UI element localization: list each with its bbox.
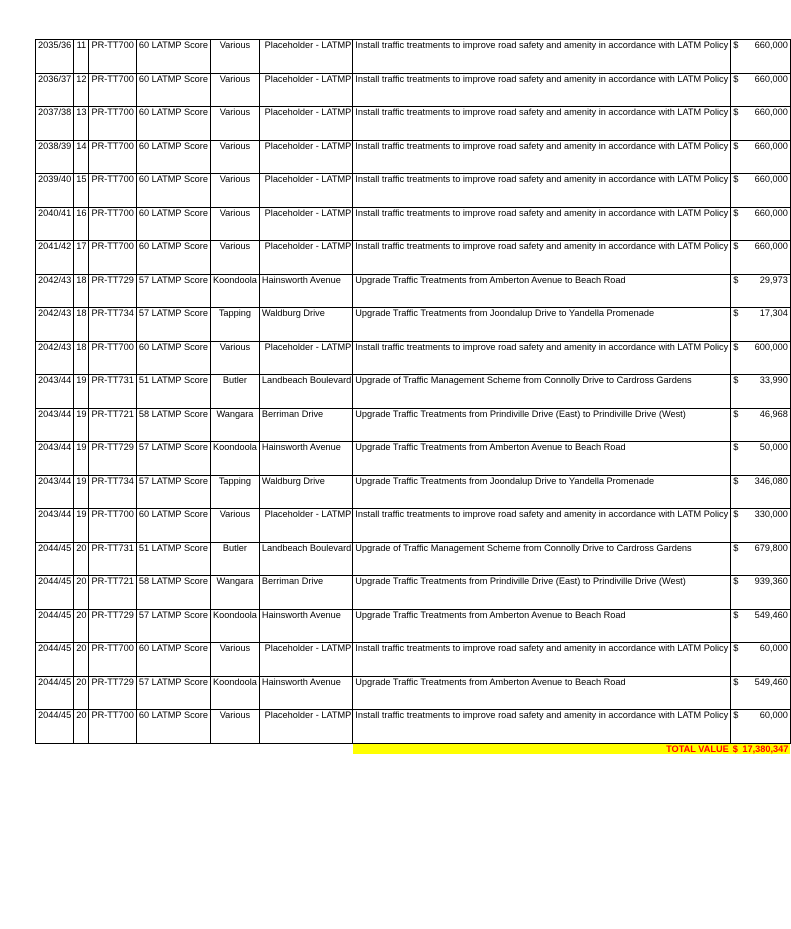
project-code-cell: PR-TT721 <box>89 408 136 442</box>
amount-cell: 939,360 <box>740 576 790 610</box>
street-cell: Hainsworth Avenue <box>259 676 352 710</box>
table-row <box>36 40 791 74</box>
project-code-cell: PR-TT731 <box>89 542 136 576</box>
description-cell: Install traffic treatments to improve road safety and amenity in accordance with LATM Policy <box>353 241 731 275</box>
number-cell: 11 <box>74 40 89 74</box>
street-cell: Waldburg Drive <box>259 308 352 342</box>
project-code-cell: PR-TT721 <box>89 576 136 610</box>
year-cell: 2044/45 <box>36 643 74 677</box>
street-cell: Hainsworth Avenue <box>259 442 352 476</box>
suburb-cell: Tapping <box>210 475 259 509</box>
table-row <box>36 174 791 208</box>
amount-cell: 660,000 <box>740 73 790 107</box>
suburb-cell: Various <box>210 174 259 208</box>
street-cell: Placeholder - LATMP <box>259 341 352 375</box>
project-code-cell: PR-TT734 <box>89 475 136 509</box>
project-table <box>35 39 791 754</box>
suburb-cell: Wangara <box>210 576 259 610</box>
street-cell: Hainsworth Avenue <box>259 274 352 308</box>
number-cell: 20 <box>74 542 89 576</box>
description-cell: Upgrade Traffic Treatments from Prindiville Drive (East) to Prindiville Drive (West) <box>353 408 731 442</box>
description-cell: Upgrade of Traffic Management Scheme from Connolly Drive to Cardross Gardens <box>353 375 731 409</box>
description-cell: Upgrade Traffic Treatments from Joondalup Drive to Yandella Promenade <box>353 308 731 342</box>
table-row <box>36 308 791 342</box>
project-code-cell: PR-TT700 <box>89 241 136 275</box>
street-cell: Placeholder - LATMP <box>259 643 352 677</box>
suburb-cell: Various <box>210 710 259 744</box>
currency-cell: $ <box>731 576 741 610</box>
table-row <box>36 375 791 409</box>
suburb-cell: Various <box>210 207 259 241</box>
currency-cell: $ <box>731 676 741 710</box>
year-cell: 2040/41 <box>36 207 74 241</box>
score-cell: 57 LATMP Score <box>136 308 210 342</box>
year-cell: 2035/36 <box>36 40 74 74</box>
number-cell: 19 <box>74 375 89 409</box>
project-code-cell: PR-TT700 <box>89 140 136 174</box>
street-cell: Hainsworth Avenue <box>259 609 352 643</box>
number-cell: 20 <box>74 710 89 744</box>
amount-cell: 679,800 <box>740 542 790 576</box>
amount-cell: 660,000 <box>740 107 790 141</box>
amount-cell: 600,000 <box>740 341 790 375</box>
street-cell: Waldburg Drive <box>259 475 352 509</box>
suburb-cell: Tapping <box>210 308 259 342</box>
description-cell: Install traffic treatments to improve road safety and amenity in accordance with LATM Policy <box>353 643 731 677</box>
project-code-cell: PR-TT700 <box>89 73 136 107</box>
number-cell: 19 <box>74 509 89 543</box>
total-amount: 17,380,347 <box>742 743 789 754</box>
currency-cell: $ <box>731 140 741 174</box>
amount-cell: 660,000 <box>740 140 790 174</box>
currency-cell: $ <box>731 241 741 275</box>
number-cell: 18 <box>74 274 89 308</box>
description-cell: Install traffic treatments to improve road safety and amenity in accordance with LATM Policy <box>353 207 731 241</box>
currency-cell: $ <box>731 609 741 643</box>
year-cell: 2044/45 <box>36 609 74 643</box>
currency-cell: $ <box>731 174 741 208</box>
description-cell: Install traffic treatments to improve road safety and amenity in accordance with LATM Policy <box>353 509 731 543</box>
score-cell: 60 LATMP Score <box>136 341 210 375</box>
currency-cell: $ <box>731 207 741 241</box>
year-cell: 2043/44 <box>36 375 74 409</box>
score-cell: 58 LATMP Score <box>136 408 210 442</box>
score-cell: 51 LATMP Score <box>136 542 210 576</box>
street-cell: Placeholder - LATMP <box>259 40 352 74</box>
currency-cell: $ <box>731 308 741 342</box>
project-code-cell: PR-TT729 <box>89 274 136 308</box>
table-row <box>36 643 791 677</box>
project-code-cell: PR-TT734 <box>89 308 136 342</box>
year-cell: 2042/43 <box>36 308 74 342</box>
year-cell: 2043/44 <box>36 408 74 442</box>
amount-cell: 549,460 <box>740 609 790 643</box>
project-code-cell: PR-TT700 <box>89 107 136 141</box>
street-cell: Placeholder - LATMP <box>259 73 352 107</box>
description-cell: Install traffic treatments to improve road safety and amenity in accordance with LATM Policy <box>353 140 731 174</box>
currency-cell: $ <box>731 643 741 677</box>
amount-cell: 660,000 <box>740 241 790 275</box>
amount-cell: 17,304 <box>740 308 790 342</box>
street-cell: Placeholder - LATMP <box>259 140 352 174</box>
street-cell: Placeholder - LATMP <box>259 107 352 141</box>
currency-cell: $ <box>731 408 741 442</box>
suburb-cell: Koondoola <box>210 274 259 308</box>
year-cell: 2043/44 <box>36 475 74 509</box>
project-code-cell: PR-TT700 <box>89 207 136 241</box>
currency-cell: $ <box>731 509 741 543</box>
currency-cell: $ <box>731 710 741 744</box>
amount-cell: 660,000 <box>740 174 790 208</box>
table-row <box>36 609 791 643</box>
description-cell: Upgrade Traffic Treatments from Amberton Avenue to Beach Road <box>353 442 731 476</box>
suburb-cell: Various <box>210 341 259 375</box>
suburb-cell: Various <box>210 107 259 141</box>
description-cell: Install traffic treatments to improve road safety and amenity in accordance with LATM Policy <box>353 341 731 375</box>
currency-cell: $ <box>731 341 741 375</box>
description-cell: Upgrade of Traffic Management Scheme from Connolly Drive to Cardross Gardens <box>353 542 731 576</box>
total-label: TOTAL VALUE <box>353 743 731 754</box>
score-cell: 57 LATMP Score <box>136 442 210 476</box>
year-cell: 2044/45 <box>36 710 74 744</box>
project-code-cell: PR-TT729 <box>89 442 136 476</box>
suburb-cell: Various <box>210 140 259 174</box>
number-cell: 20 <box>74 643 89 677</box>
table-row <box>36 442 791 476</box>
number-cell: 16 <box>74 207 89 241</box>
description-cell: Install traffic treatments to improve road safety and amenity in accordance with LATM Policy <box>353 174 731 208</box>
table-row <box>36 710 791 744</box>
currency-cell: $ <box>731 442 741 476</box>
number-cell: 12 <box>74 73 89 107</box>
street-cell: Berriman Drive <box>259 408 352 442</box>
project-code-cell: PR-TT729 <box>89 676 136 710</box>
amount-cell: 549,460 <box>740 676 790 710</box>
street-cell: Landbeach Boulevard <box>259 375 352 409</box>
number-cell: 13 <box>74 107 89 141</box>
project-code-cell: PR-TT700 <box>89 174 136 208</box>
total-row <box>36 743 791 754</box>
amount-cell: 29,973 <box>740 274 790 308</box>
score-cell: 57 LATMP Score <box>136 475 210 509</box>
table-row <box>36 475 791 509</box>
table-body <box>36 40 791 744</box>
amount-cell: 346,080 <box>740 475 790 509</box>
year-cell: 2043/44 <box>36 442 74 476</box>
street-cell: Placeholder - LATMP <box>259 207 352 241</box>
year-cell: 2036/37 <box>36 73 74 107</box>
score-cell: 60 LATMP Score <box>136 241 210 275</box>
currency-cell: $ <box>731 40 741 74</box>
score-cell: 58 LATMP Score <box>136 576 210 610</box>
amount-cell: 330,000 <box>740 509 790 543</box>
score-cell: 60 LATMP Score <box>136 509 210 543</box>
year-cell: 2044/45 <box>36 676 74 710</box>
table-row <box>36 341 791 375</box>
suburb-cell: Butler <box>210 375 259 409</box>
amount-cell: 660,000 <box>740 40 790 74</box>
year-cell: 2044/45 <box>36 576 74 610</box>
year-cell: 2039/40 <box>36 174 74 208</box>
description-cell: Upgrade Traffic Treatments from Amberton Avenue to Beach Road <box>353 274 731 308</box>
description-cell: Upgrade Traffic Treatments from Amberton Avenue to Beach Road <box>353 609 731 643</box>
suburb-cell: Butler <box>210 542 259 576</box>
suburb-cell: Koondoola <box>210 442 259 476</box>
score-cell: 60 LATMP Score <box>136 207 210 241</box>
project-code-cell: PR-TT700 <box>89 40 136 74</box>
score-cell: 60 LATMP Score <box>136 710 210 744</box>
table-row <box>36 509 791 543</box>
score-cell: 57 LATMP Score <box>136 274 210 308</box>
number-cell: 19 <box>74 408 89 442</box>
project-code-cell: PR-TT700 <box>89 341 136 375</box>
table-row <box>36 576 791 610</box>
suburb-cell: Various <box>210 73 259 107</box>
score-cell: 51 LATMP Score <box>136 375 210 409</box>
amount-cell: 60,000 <box>740 710 790 744</box>
description-cell: Install traffic treatments to improve road safety and amenity in accordance with LATM Policy <box>353 107 731 141</box>
description-cell: Install traffic treatments to improve road safety and amenity in accordance with LATM Policy <box>353 40 731 74</box>
currency-cell: $ <box>731 542 741 576</box>
number-cell: 19 <box>74 442 89 476</box>
street-cell: Berriman Drive <box>259 576 352 610</box>
year-cell: 2043/44 <box>36 509 74 543</box>
street-cell: Placeholder - LATMP <box>259 241 352 275</box>
number-cell: 20 <box>74 609 89 643</box>
suburb-cell: Various <box>210 509 259 543</box>
score-cell: 60 LATMP Score <box>136 73 210 107</box>
currency-cell: $ <box>731 107 741 141</box>
number-cell: 20 <box>74 576 89 610</box>
amount-cell: 660,000 <box>740 207 790 241</box>
year-cell: 2044/45 <box>36 542 74 576</box>
project-code-cell: PR-TT700 <box>89 509 136 543</box>
description-cell: Upgrade Traffic Treatments from Amberton Avenue to Beach Road <box>353 676 731 710</box>
amount-cell: 60,000 <box>740 643 790 677</box>
score-cell: 60 LATMP Score <box>136 40 210 74</box>
number-cell: 18 <box>74 308 89 342</box>
currency-cell: $ <box>731 475 741 509</box>
description-cell: Upgrade Traffic Treatments from Prindiville Drive (East) to Prindiville Drive (West) <box>353 576 731 610</box>
score-cell: 60 LATMP Score <box>136 140 210 174</box>
table-row <box>36 274 791 308</box>
number-cell: 14 <box>74 140 89 174</box>
number-cell: 19 <box>74 475 89 509</box>
total-currency: $ <box>731 743 741 754</box>
table-row <box>36 207 791 241</box>
street-cell: Placeholder - LATMP <box>259 710 352 744</box>
number-cell: 17 <box>74 241 89 275</box>
suburb-cell: Various <box>210 40 259 74</box>
street-cell: Placeholder - LATMP <box>259 174 352 208</box>
suburb-cell: Wangara <box>210 408 259 442</box>
total-spacer <box>36 743 353 754</box>
table-row <box>36 676 791 710</box>
year-cell: 2041/42 <box>36 241 74 275</box>
number-cell: 15 <box>74 174 89 208</box>
table-row <box>36 542 791 576</box>
currency-cell: $ <box>731 274 741 308</box>
suburb-cell: Various <box>210 241 259 275</box>
amount-cell: 50,000 <box>740 442 790 476</box>
year-cell: 2042/43 <box>36 341 74 375</box>
street-cell: Landbeach Boulevard <box>259 542 352 576</box>
description-cell: Install traffic treatments to improve road safety and amenity in accordance with LATM Policy <box>353 710 731 744</box>
year-cell: 2042/43 <box>36 274 74 308</box>
project-code-cell: PR-TT700 <box>89 643 136 677</box>
number-cell: 20 <box>74 676 89 710</box>
table-row <box>36 408 791 442</box>
amount-cell: 46,968 <box>740 408 790 442</box>
description-cell: Upgrade Traffic Treatments from Joondalup Drive to Yandella Promenade <box>353 475 731 509</box>
project-code-cell: PR-TT700 <box>89 710 136 744</box>
street-cell: Placeholder - LATMP <box>259 509 352 543</box>
table-row <box>36 140 791 174</box>
project-code-cell: PR-TT729 <box>89 609 136 643</box>
year-cell: 2038/39 <box>36 140 74 174</box>
currency-cell: $ <box>731 375 741 409</box>
number-cell: 18 <box>74 341 89 375</box>
score-cell: 57 LATMP Score <box>136 609 210 643</box>
score-cell: 60 LATMP Score <box>136 174 210 208</box>
description-cell: Install traffic treatments to improve road safety and amenity in accordance with LATM Policy <box>353 73 731 107</box>
year-cell: 2037/38 <box>36 107 74 141</box>
table-row <box>36 73 791 107</box>
amount-cell: 33,990 <box>740 375 790 409</box>
table-row <box>36 241 791 275</box>
project-code-cell: PR-TT731 <box>89 375 136 409</box>
score-cell: 60 LATMP Score <box>136 107 210 141</box>
score-cell: 57 LATMP Score <box>136 676 210 710</box>
table-row <box>36 107 791 141</box>
suburb-cell: Various <box>210 643 259 677</box>
score-cell: 60 LATMP Score <box>136 643 210 677</box>
suburb-cell: Koondoola <box>210 676 259 710</box>
currency-cell: $ <box>731 73 741 107</box>
suburb-cell: Koondoola <box>210 609 259 643</box>
